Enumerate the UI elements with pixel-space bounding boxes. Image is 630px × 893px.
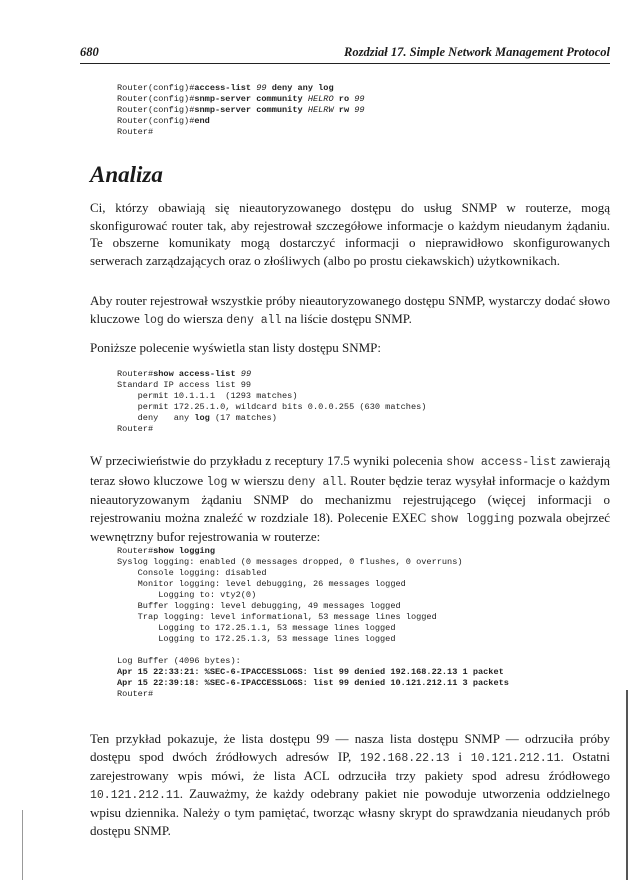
section-heading: Analiza: [90, 162, 163, 187]
code-line: Syslog logging: enabled (0 messages dropped, 0 flushes, 0 overruns): [117, 557, 463, 567]
code-line: Standard IP access list 99: [117, 380, 252, 390]
code-line: Log Buffer (4096 bytes):: [117, 656, 241, 666]
chapter-title: Rozdział 17. Simple Network Management Protocol: [344, 45, 610, 59]
code-line: Logging to 172.25.1.3, 53 message lines logged: [117, 634, 396, 644]
paragraph-analysis: Ten przykład pokazuje, że lista dostępu 99 — nasza lista dostępu SNMP — odrzuciła próby dostępu spod dwóch źródłowych adresów IP, 192.168.22.13 i 10.121.212.11. Ostatni zarejestrowany wpis mówi, że lista ACL odrzuciła trzy pakiety spod adresu źródłowego 10.121.212.11. Zauważmy, że każdy odebrany pakiet nie powoduje utworzenia oddzielnego wpisu dziennika. Należy o tym pamiętać, tworząc własny skrypt do sprawdzania nieudanych prób dostępu SNMP.: [90, 731, 610, 838]
header-rule: [80, 63, 610, 64]
paragraph-intro: Ci, którzy obawiają się nieautoryzowanego dostępu do usług SNMP w routerze, mogą skonfigurować router tak, aby rejestrował szczegółowe informacje o każdym nieudanym żądaniu. Te obszerne komunikaty mogą dostarczyć informacji o nieprawidłowo skonfigurowanych serwerach zarządzających oraz o złośliwych (albo po prostu ciekawskich) użytkownikach.: [90, 200, 610, 268]
code-block-show-logging: [117, 546, 509, 700]
code-line: Router(config)#access-list 99 deny any log: [117, 83, 334, 93]
code-line: Router#show access-list 99: [117, 369, 252, 379]
code-line: Apr 15 22:33:21: %SEC-6-IPACCESSLOGS: list 99 denied 192.168.22.13 1 packet: [117, 667, 504, 677]
code-line: Router#show logging: [117, 546, 215, 556]
running-header: [80, 45, 610, 63]
code-line: permit 10.1.1.1 (1293 matches): [117, 391, 298, 401]
code-line: Router(config)#end: [117, 116, 210, 126]
code-block-access-list: [117, 369, 426, 435]
code-line: Router#: [117, 127, 154, 137]
code-line: Logging to 172.25.1.1, 53 message lines logged: [117, 623, 396, 633]
code-line: Logging to: vty2(0): [117, 590, 257, 600]
paragraph-log-keyword: Aby router rejestrował wszystkie próby nieautoryzowanego dostępu SNMP, wystarczy dodać słowo kluczowe log do wiersza deny all na liście dostępu SNMP.: [90, 293, 610, 327]
code-line: permit 172.25.1.0, wildcard bits 0.0.0.255 (630 matches): [117, 402, 427, 412]
code-line: Monitor logging: level debugging, 26 messages logged: [117, 579, 406, 589]
scan-edge-mark: [22, 810, 23, 880]
code-line: Trap logging: level informational, 53 message lines logged: [117, 612, 437, 622]
code-line: Router#: [117, 424, 154, 434]
code-line: Console logging: disabled: [117, 568, 267, 578]
code-line: Router#: [117, 689, 154, 699]
code-line: deny any log (17 matches): [117, 413, 277, 423]
code-line: Router(config)#snmp-server community HELRW rw 99: [117, 105, 365, 115]
code-line: Router(config)#snmp-server community HELRO ro 99: [117, 94, 365, 104]
paragraph-logging: W przeciwieństwie do przykładu z receptury 17.5 wyniki polecenia show access-list zawierają teraz słowo kluczowe log w wierszu deny all. Router będzie teraz wysyłał informacje o każdym nieautoryzowanym żądaniu SNMP do mechanizmu rejestrującego (więcej informacji o rejestrowaniu można znaleźć w rozdziale 18). Polecenie EXEC show logging pozwala obejrzeć wewnętrzny bufor rejestrowania w routerze:: [90, 453, 611, 544]
code-line: Apr 15 22:39:18: %SEC-6-IPACCESSLOGS: list 99 denied 10.121.212.11 3 packets: [117, 678, 509, 688]
page-number: 680: [80, 45, 99, 59]
code-block-config: [117, 83, 365, 138]
paragraph-show-acl: Poniższe polecenie wyświetla stan listy dostępu SNMP:: [90, 340, 382, 355]
code-line: Buffer logging: level debugging, 49 messages logged: [117, 601, 401, 611]
scan-edge-mark: [626, 690, 628, 880]
